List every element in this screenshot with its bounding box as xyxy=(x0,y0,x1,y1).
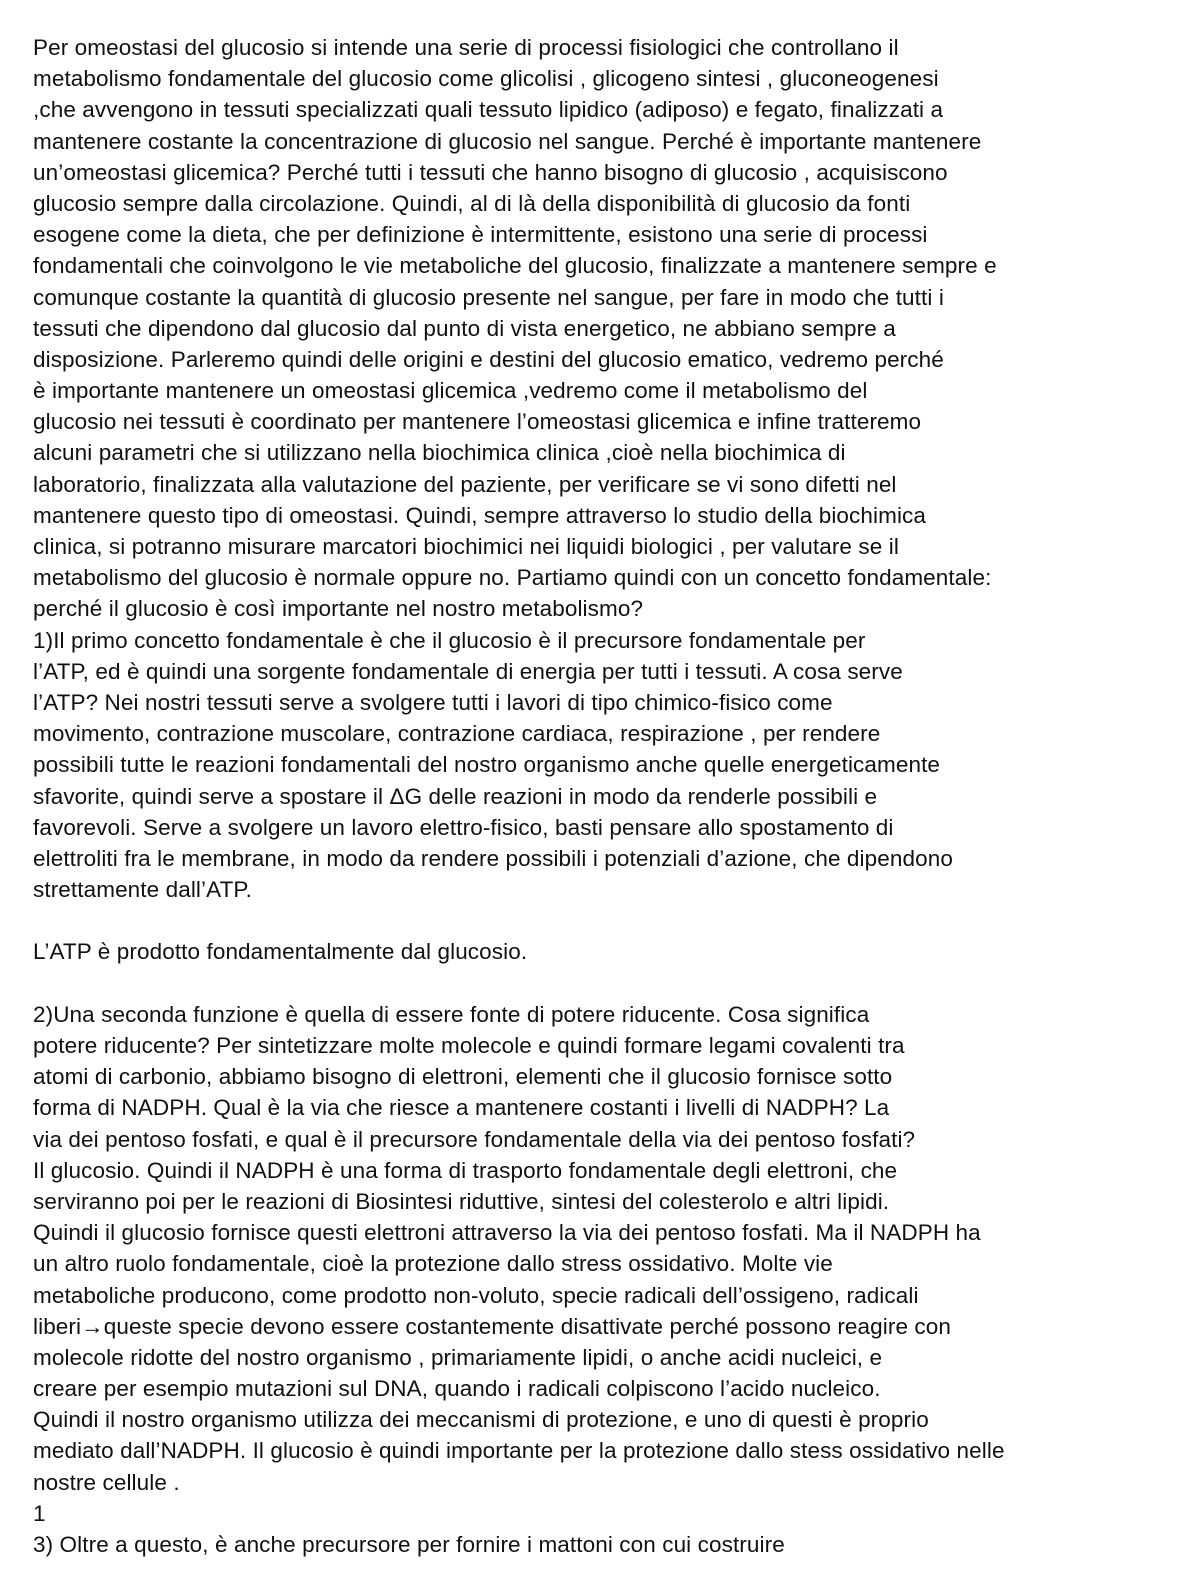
text-line: sfavorite, quindi serve a spostare il ΔG delle reazioni in modo da renderle possibili e xyxy=(33,783,878,809)
text-line: tessuti che dipendono dal glucosio dal punto di vista energetico, ne abbiano sempre a xyxy=(33,315,896,341)
text-line: atomi di carbonio, abbiamo bisogno di elettroni, elementi che il glucosio fornisce sotto xyxy=(33,1064,893,1090)
text-line: mediato dall’NADPH. Il glucosio è quindi importante per la protezione dallo stess ossidativo nelle xyxy=(33,1438,1005,1464)
text-line: molecole ridotte del nostro organismo , primariamente lipidi, o anche acidi nucleici, e xyxy=(33,1344,883,1370)
text-line: via dei pentoso fosfati, e qual è il precursore fondamentale della via dei pentoso fosfati? xyxy=(33,1126,916,1152)
paragraph-building-blocks xyxy=(33,1529,1165,1560)
text-line: L’ATP è prodotto fondamentalmente dal glucosio. xyxy=(33,939,528,965)
text-line: potere riducente? Per sintetizzare molte molecole e quindi formare legami covalenti tra xyxy=(33,1033,905,1058)
text-line: alcuni parametri che si utilizzano nella biochimica clinica ,cioè nella biochimica di xyxy=(33,440,846,466)
paragraph-spacer xyxy=(33,905,1165,936)
text-line: glucosio nei tessuti è coordinato per mantenere l’omeostasi glicemica e infine tratteremo xyxy=(33,409,922,435)
text-line: perché il glucosio è così importante nel nostro metabolismo? xyxy=(33,596,644,622)
text-line: possibili tutte le reazioni fondamentali del nostro organismo anche quelle energeticamente xyxy=(33,752,941,778)
paragraph-glucose-homeostasis xyxy=(33,32,1165,905)
text-line: un’omeostasi glicemica? Perché tutti i tessuti che hanno bisogno di glucosio , acquisiscono xyxy=(33,159,948,185)
text-line: forma di NADPH. Qual è la via che riesce a mantenere costanti i livelli di NADPH? La xyxy=(33,1095,890,1121)
text-line: Quindi il glucosio fornisce questi elettroni attraverso la via dei pentoso fosfati. Ma il NADPH ha xyxy=(33,1220,981,1246)
text-line: serviranno poi per le reazioni di Biosintesi riduttive, sintesi del colesterolo e altri lipidi. xyxy=(33,1188,890,1214)
text-line: 1)Il primo concetto fondamentale è che il glucosio è il precursore fondamentale per xyxy=(33,627,866,653)
text-line: l’ATP, ed è quindi una sorgente fondamentale di energia per tutti i tessuti. A cosa serve xyxy=(33,658,903,684)
text-line: Per omeostasi del glucosio si intende una serie di processi fisiologici che controllano il xyxy=(33,35,899,60)
text-line: l’ATP? Nei nostri tessuti serve a svolgere tutti i lavori di tipo chimico-fisico come xyxy=(33,689,833,715)
text-line: comunque costante la quantità di glucosio presente nel sangue, per fare in modo che tutti i xyxy=(33,284,944,310)
text-line: elettroliti fra le membrane, in modo da rendere possibili i potenziali d’azione, che dipendono xyxy=(33,845,953,871)
text-line: strettamente dall’ATP. xyxy=(33,877,252,903)
document-page xyxy=(33,32,1165,1560)
text-line: disposizione. Parleremo quindi delle origini e destini del glucosio ematico, vedremo perché xyxy=(33,346,944,372)
text-line: Quindi il nostro organismo utilizza dei meccanismi di protezione, e uno di questi è proprio xyxy=(33,1407,929,1433)
text-line: liberi→queste specie devono essere costantemente disattivate perché possono reagire con xyxy=(33,1313,951,1339)
text-line: 2)Una seconda funzione è quella di essere fonte di potere riducente. Cosa significa xyxy=(33,1001,870,1027)
paragraph-atp-note xyxy=(33,936,1165,967)
text-line: un altro ruolo fondamentale, cioè la protezione dallo stress ossidativo. Molte vie xyxy=(33,1251,833,1277)
text-line: 3) Oltre a questo, è anche precursore per fornire i mattoni con cui costruire xyxy=(33,1532,785,1557)
text-line: fondamentali che coinvolgono le vie metaboliche del glucosio, finalizzate a mantenere sempre e xyxy=(33,253,997,279)
text-line: mantenere costante la concentrazione di glucosio nel sangue. Perché è importante mantenere xyxy=(33,128,982,154)
text-line: nostre cellule . xyxy=(33,1469,180,1495)
text-line: favorevoli. Serve a svolgere un lavoro elettro-fisico, basti pensare allo spostamento di xyxy=(33,814,894,840)
text-line: glucosio sempre dalla circolazione. Quindi, al di là della disponibilità di glucosio da fonti xyxy=(33,190,911,216)
text-line: movimento, contrazione muscolare, contrazione cardiaca, respirazione , per rendere xyxy=(33,721,881,747)
text-line: è importante mantenere un omeostasi glicemica ,vedremo come il metabolismo del xyxy=(33,378,868,404)
paragraph-spacer xyxy=(33,968,1165,999)
text-line: laboratorio, finalizzata alla valutazione del paziente, per verificare se vi sono difetti nel xyxy=(33,471,897,497)
text-line: creare per esempio mutazioni sul DNA, quando i radicali colpiscono l’acido nucleico. xyxy=(33,1376,881,1402)
text-line: Il glucosio. Quindi il NADPH è una forma di trasporto fondamentale degli elettroni, che xyxy=(33,1157,898,1183)
paragraph-reducing-power xyxy=(33,999,1165,1498)
text-line: clinica, si potranno misurare marcatori biochimici nei liquidi biologici , per valutare se il xyxy=(33,534,899,559)
text-line: metaboliche producono, come prodotto non-voluto, specie radicali dell’ossigeno, radicali xyxy=(33,1282,919,1308)
page-number-block xyxy=(33,1498,1165,1529)
text-line: metabolismo del glucosio è normale oppure no. Partiamo quindi con un concetto fondamentale: xyxy=(33,565,992,591)
text-line: esogene come la dieta, che per definizione è intermittente, esistono una serie di processi xyxy=(33,222,928,248)
text-line: metabolismo fondamentale del glucosio come glicolisi , glicogeno sintesi , gluconeogenesi xyxy=(33,66,939,92)
text-line: mantenere questo tipo di omeostasi. Quindi, sempre attraverso lo studio della biochimica xyxy=(33,502,927,528)
page-number: 1 xyxy=(33,1500,46,1526)
text-line: ,che avvengono in tessuti specializzati quali tessuto lipidico (adiposo) e fegato, finalizzati a xyxy=(33,97,944,123)
